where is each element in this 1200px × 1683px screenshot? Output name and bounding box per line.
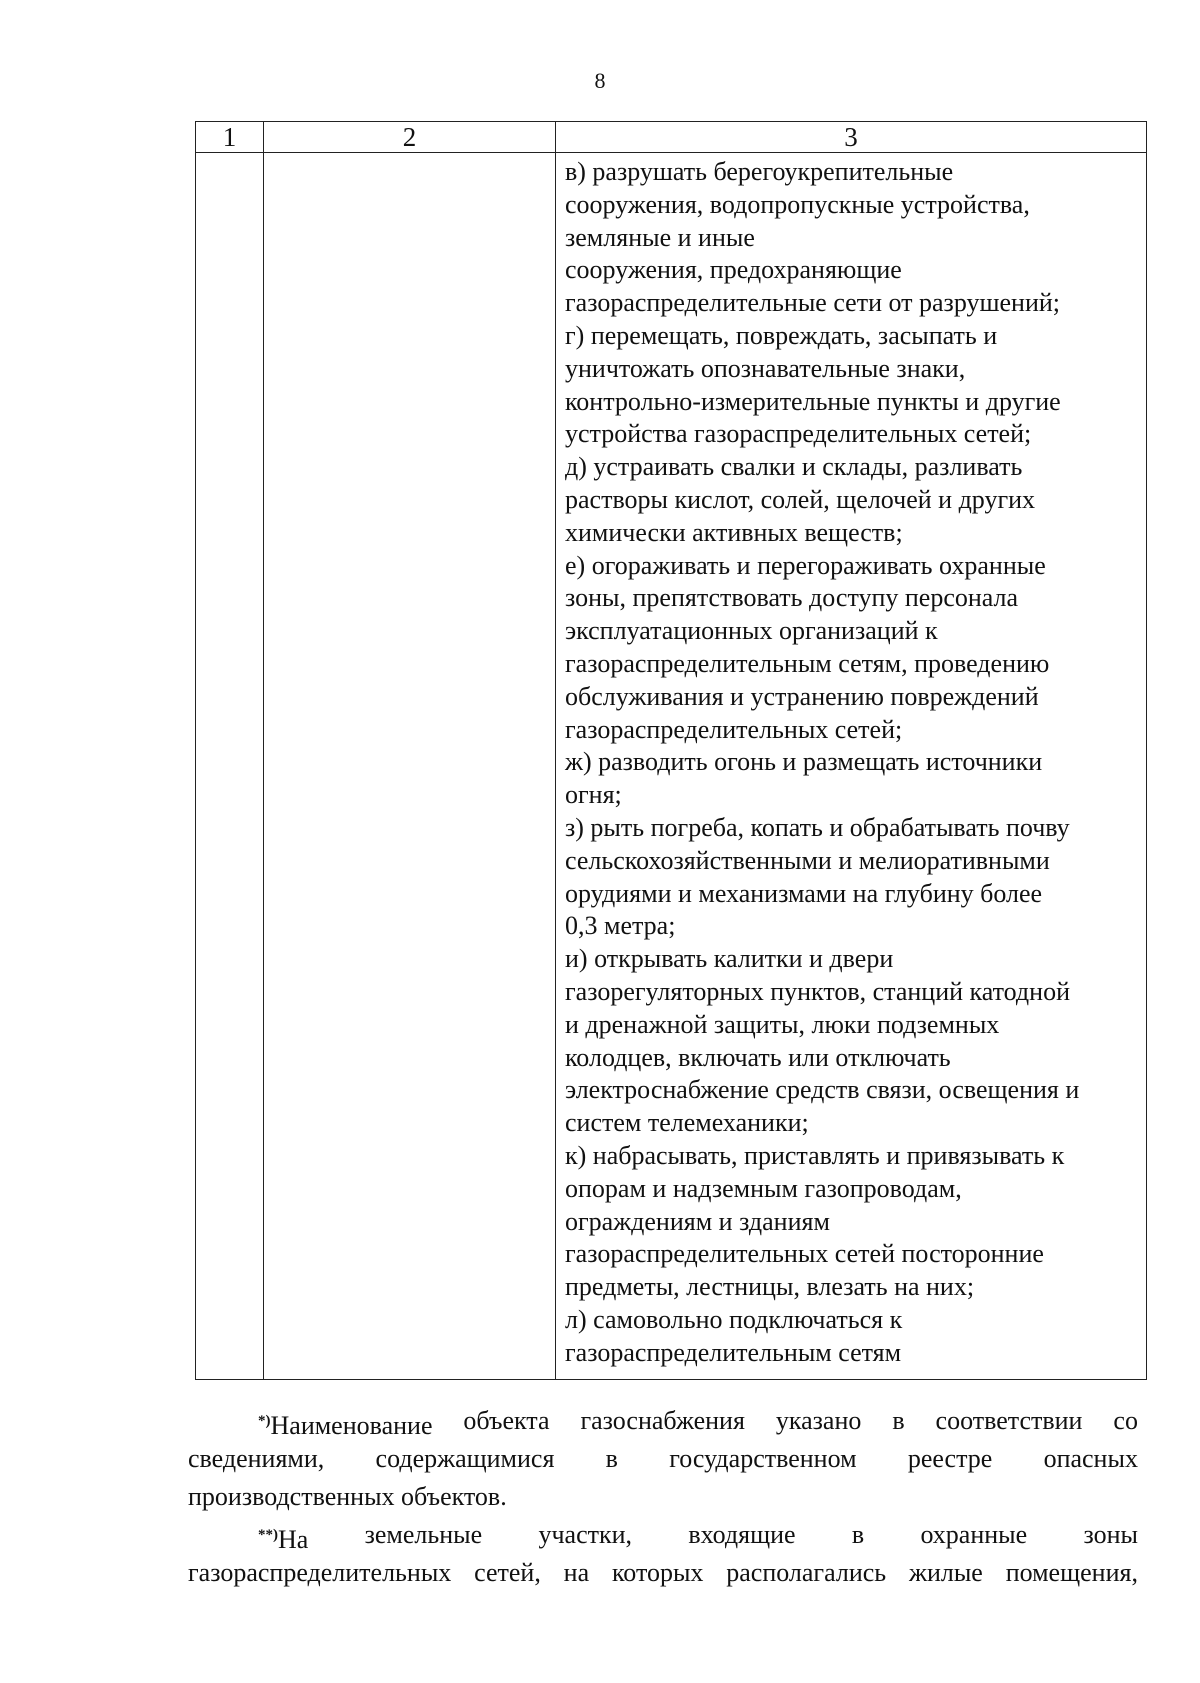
footnote-word: располагались (726, 1558, 887, 1587)
footnote-word: помещения, (1005, 1558, 1138, 1587)
footnote-word: земельные (364, 1520, 483, 1549)
restriction-line: сооружения, предохраняющие (565, 255, 902, 285)
page-number: 8 (594, 68, 606, 93)
restriction-line: газораспределительных сетей; (565, 714, 903, 744)
footnote-word: охранные (920, 1520, 1028, 1549)
footnote-word: в (851, 1520, 865, 1549)
footnote-word: газоснабжения (580, 1406, 745, 1435)
restriction-line: л) самовольно подключаться к (565, 1304, 903, 1334)
footnote-2-line-1 (188, 1516, 1138, 1554)
restriction-line: земляные и иные (565, 222, 755, 252)
footnote-1-line-2 (188, 1440, 1138, 1478)
restriction-line: уничтожать опознавательные знаки, (565, 353, 966, 383)
footnote-word: На (278, 1525, 309, 1554)
restriction-line: газораспределительным сетям, проведению (565, 648, 1050, 678)
footnote-word: жилые (908, 1558, 983, 1587)
table-row (196, 153, 1147, 1380)
restriction-line: электроснабжение средств связи, освещения и (565, 1075, 1080, 1105)
restriction-line: огня; (565, 780, 622, 810)
footnote-word: опасных (1043, 1444, 1138, 1473)
restriction-line: газорегуляторных пунктов, станций катодной (565, 976, 1070, 1006)
restriction-line: сельскохозяйственными и мелиоративными (565, 845, 1050, 875)
footnote-1-line-3: производственных объектов. (188, 1482, 507, 1511)
restriction-line: устройства газораспределительных сетей; (565, 419, 1032, 449)
footnote-word: объекта (463, 1406, 550, 1435)
restriction-line: колодцев, включать или отключать (565, 1042, 951, 1072)
restriction-line: эксплуатационных организаций к (565, 616, 938, 646)
footnote-word: зоны (1083, 1520, 1138, 1549)
restriction-line: контрольно-измерительные пункты и другие (565, 386, 1061, 416)
restriction-line: обслуживания и устранению повреждений (565, 681, 1039, 711)
footnote-word: со (1113, 1406, 1138, 1435)
restriction-line: газораспределительных сетей посторонние (565, 1239, 1044, 1269)
cell-col-2 (264, 153, 556, 1380)
footnote-word: в (892, 1406, 905, 1435)
footnote-word: указано (775, 1406, 862, 1435)
footnote-word: сведениями, (188, 1444, 325, 1473)
footnote-1-line-1 (188, 1402, 1138, 1440)
restriction-line: и) открывать калитки и двери (565, 944, 894, 974)
footnote-word: соответствии (935, 1406, 1083, 1435)
cell-col-1 (196, 153, 264, 1380)
footnote-word: государственном (669, 1444, 857, 1473)
restriction-line: орудиями и механизмами на глубину более (565, 878, 1043, 908)
footnote-word: входящие (688, 1520, 796, 1549)
restriction-line: г) перемещать, повреждать, засыпать и (565, 320, 998, 350)
restriction-line: д) устраивать свалки и склады, разливать (565, 452, 1023, 482)
header-col-2: 2 (264, 122, 556, 153)
footnote-word: газораспределительных (188, 1558, 452, 1587)
footnote-word: реестре (907, 1444, 993, 1473)
restriction-line: в) разрушать берегоукрепительные (565, 157, 954, 186)
restriction-line: 0,3 метра; (565, 911, 676, 941)
footnote-2-marker: **) (258, 1527, 278, 1543)
restriction-line: е) огораживать и перегораживать охранные (565, 550, 1046, 580)
restriction-line: и дренажной защиты, люки подземных (565, 1009, 1000, 1039)
footnote-word: которых (611, 1558, 704, 1587)
table-header-row (196, 122, 1147, 153)
header-col-1: 1 (196, 122, 264, 153)
footnote-word: сетей, (474, 1558, 541, 1587)
restriction-line: сооружения, водопропускные устройства, (565, 189, 1030, 219)
footnote-word: Наименование (270, 1411, 433, 1440)
restrictions-list (556, 153, 1146, 1369)
footnote-word: содержащимися (375, 1444, 555, 1473)
restriction-line: систем телемеханики; (565, 1108, 809, 1138)
restriction-line: опорам и надземным газопроводам, (565, 1173, 962, 1203)
restriction-line: ограждениям и зданиям (565, 1206, 830, 1236)
restriction-line: химически активных веществ; (565, 517, 903, 547)
restriction-line: зоны, препятствовать доступу персонала (565, 583, 1019, 613)
footnotes (188, 1402, 1138, 1592)
restrictions-table (195, 121, 1147, 1380)
cell-col-3 (556, 153, 1147, 1380)
footnote-2-line-2 (188, 1554, 1138, 1592)
restriction-line: з) рыть погреба, копать и обрабатывать почву (565, 812, 1070, 842)
footnote-word: на (563, 1558, 590, 1587)
header-col-3: 3 (556, 122, 1147, 153)
restriction-line: к) набрасывать, приставлять и привязывать к (565, 1140, 1065, 1170)
footnote-word: участки, (538, 1520, 633, 1549)
footnote-1-marker: *) (258, 1413, 271, 1429)
footnote-word: в (605, 1444, 618, 1473)
restriction-line: газораспределительные сети от разрушений; (565, 288, 1061, 318)
restriction-line: предметы, лестницы, влезать на них; (565, 1272, 975, 1302)
restriction-line: растворы кислот, солей, щелочей и других (565, 484, 1036, 514)
restriction-line: газораспределительным сетям (565, 1337, 902, 1367)
restriction-line: ж) разводить огонь и размещать источники (565, 747, 1043, 777)
